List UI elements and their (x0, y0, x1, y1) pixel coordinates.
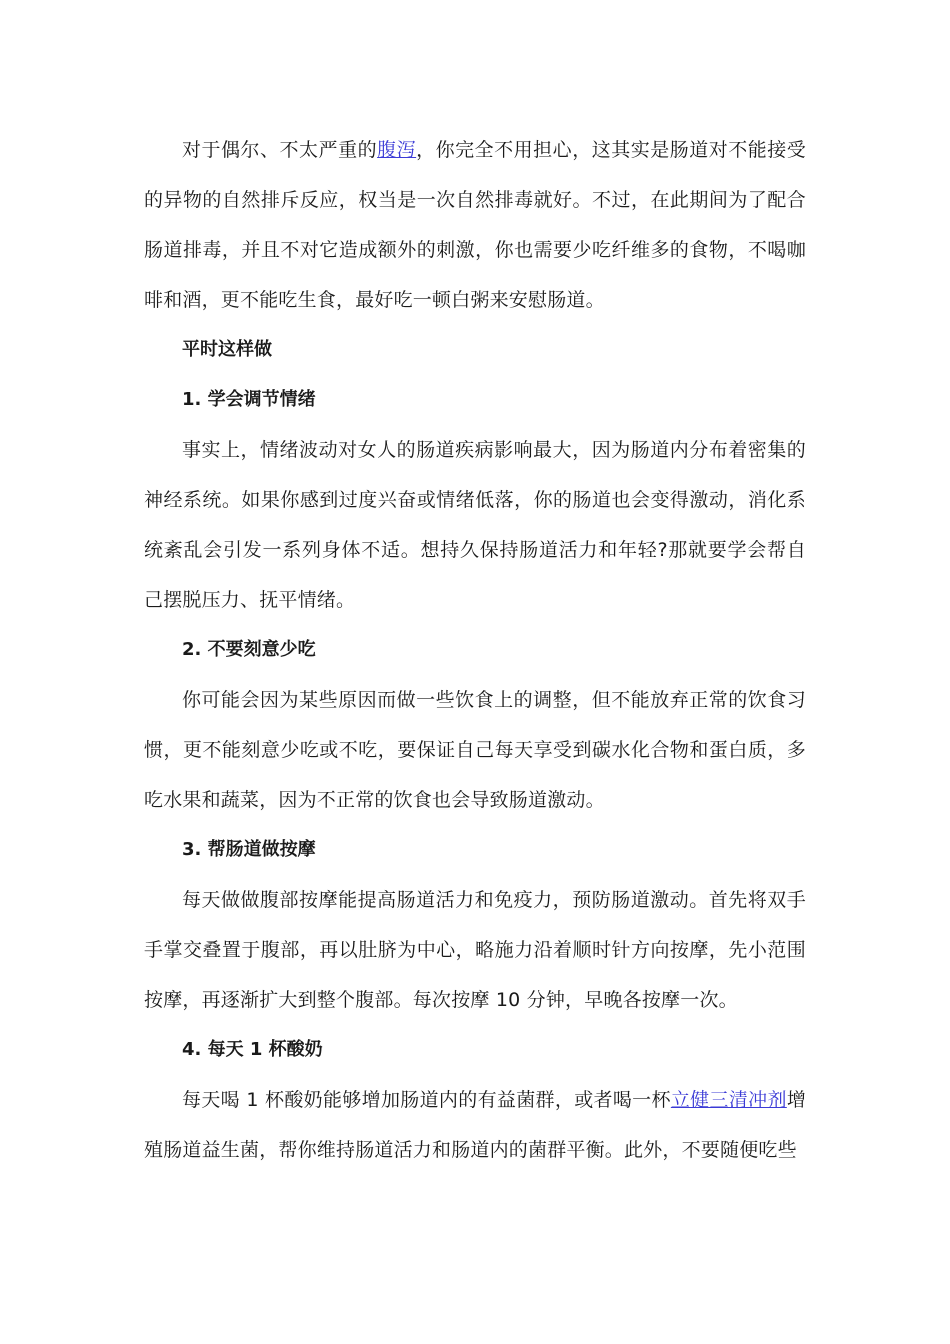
section-heading: 平时这样做 (182, 339, 272, 360)
diarrhea-link[interactable]: 腹泻 (377, 139, 417, 161)
paragraph-text: ，你完全不用担心，这其实是肠道对不能接受的异物的自然排斥反应，权当是一次自然排毒就好。不过，在此期间为了配合肠道排毒，并且不对它造成额外的刺激，你也需要少吃纤维多的食物，不喝咖啡和酒，更不能吃生食，最好吃一顿白粥来安慰肠道。 (144, 139, 806, 311)
paragraph-text: 对于偶尔、不太严重的 (182, 139, 378, 161)
paragraph-yogurt (144, 1075, 806, 1175)
paragraph-text: 增殖肠道益生菌，帮你维持肠道活力和肠道内的菌群平衡。此外，不要随便吃些 (144, 1089, 807, 1161)
product-link[interactable]: 立健三清冲剂 (670, 1089, 787, 1111)
paragraph-text: 每天喝 1 杯酸奶能够增加肠道内的有益菌群，或者喝一杯 (182, 1089, 671, 1111)
paragraph-eating: 你可能会因为某些原因而做一些饮食上的调整，但不能放弃正常的饮食习惯，更不能刻意少吃或不吃，要保证自己每天享受到碳水化合物和蛋白质，多吃水果和蔬菜，因为不正常的饮食也会导致肠道激动。 (144, 689, 806, 811)
tip-heading-eating: 2. 不要刻意少吃 (182, 639, 316, 660)
tip-heading-massage: 3. 帮肠道做按摩 (182, 839, 316, 860)
tip-heading-yogurt: 4. 每天 1 杯酸奶 (182, 1039, 323, 1060)
paragraph-emotion: 事实上，情绪波动对女人的肠道疾病影响最大，因为肠道内分布着密集的神经系统。如果你感到过度兴奋或情绪低落，你的肠道也会变得激动，消化系统紊乱会引发一系列身体不适。想持久保持肠道活力和年轻?那就要学会帮自己摆脱压力、抚平情绪。 (144, 439, 806, 611)
tip-heading-emotion: 1. 学会调节情绪 (182, 389, 316, 410)
paragraph-diarrhea (144, 125, 806, 325)
paragraph-massage: 每天做做腹部按摩能提高肠道活力和免疫力，预防肠道激动。首先将双手手掌交叠置于腹部，再以肚脐为中心，略施力沿着顺时针方向按摩，先小范围按摩，再逐渐扩大到整个腹部。每次按摩 10 分钟，早晚各按摩一次。 (144, 889, 806, 1011)
article-body (144, 125, 806, 1175)
